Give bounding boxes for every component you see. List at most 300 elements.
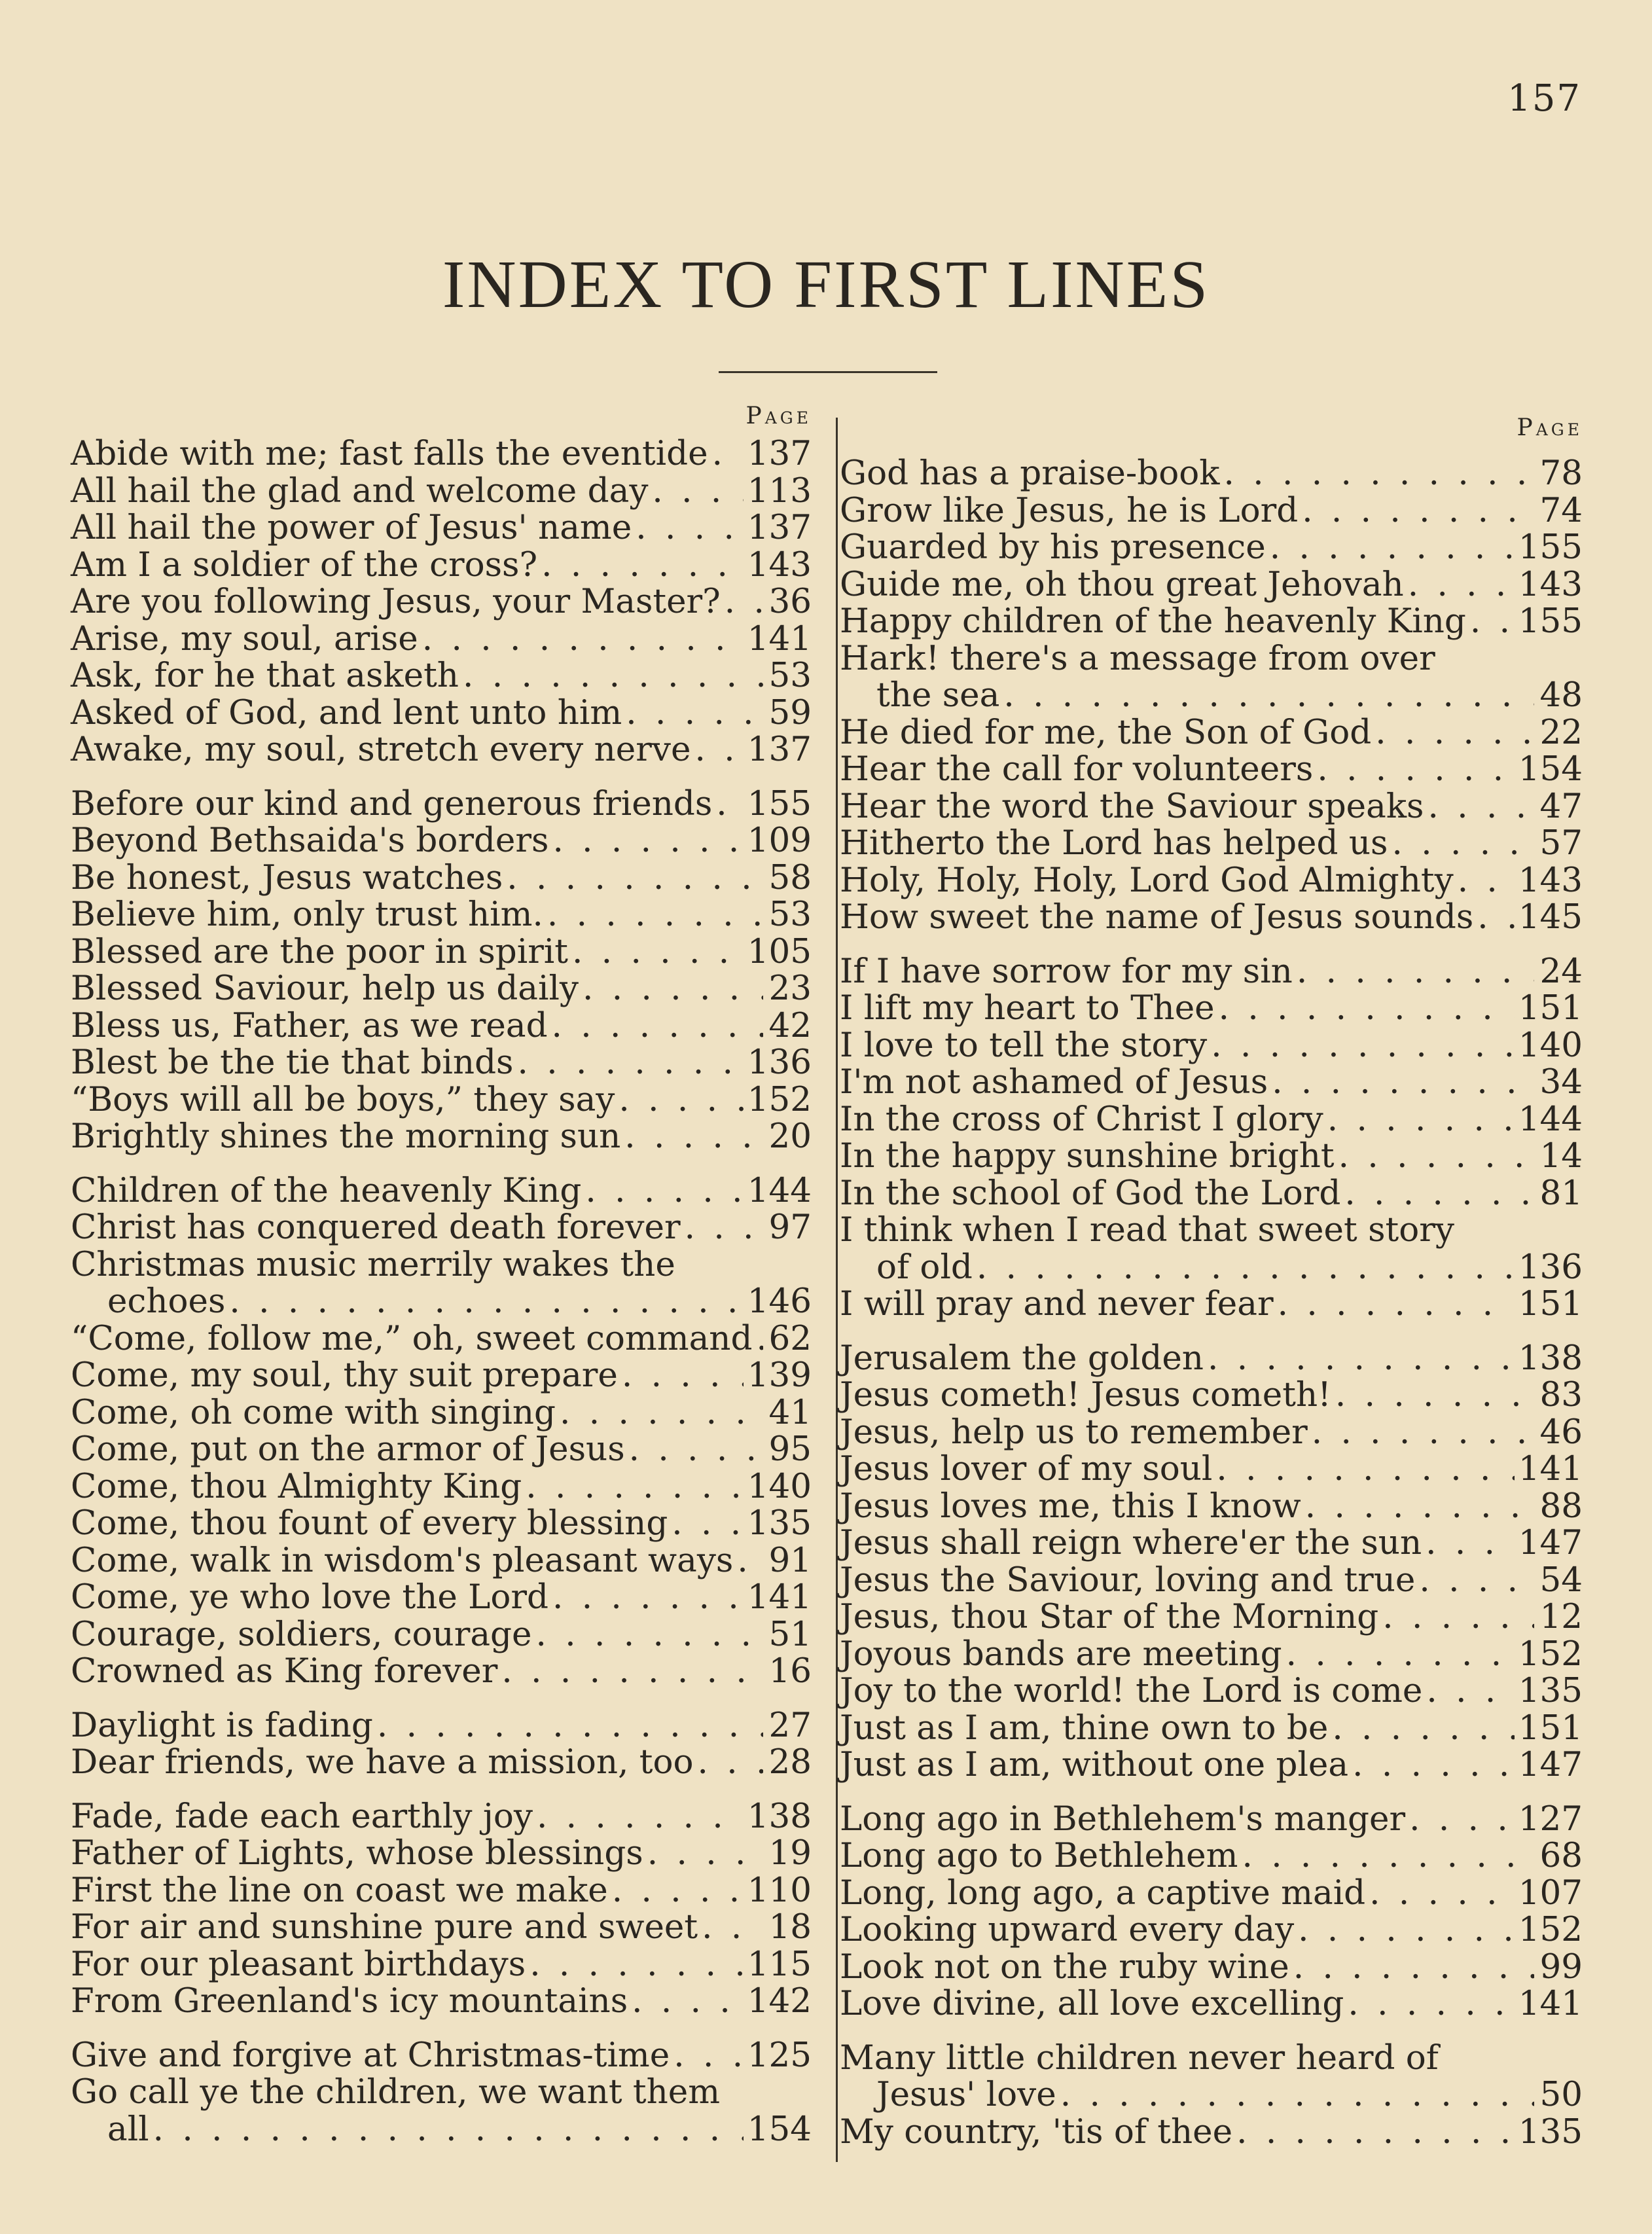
dot-leader (636, 509, 743, 547)
index-entry (71, 1394, 812, 1432)
first-line-text: Come, thou fount of every blessing (71, 1504, 668, 1543)
first-line-text: Long ago in Bethlehem's manger (840, 1799, 1406, 1839)
index-entry (840, 1672, 1583, 1710)
first-line-text: Blest be the tie that binds (71, 1043, 514, 1082)
first-line-text: Blessed Saviour, help us daily (71, 969, 579, 1008)
first-line-text: Guarded by his presence (840, 528, 1266, 567)
page-ref: 143 (1518, 860, 1583, 900)
page-ref: 62 (768, 1318, 812, 1358)
dot-leader (1286, 1636, 1515, 1673)
page-ref: 125 (747, 2035, 812, 2075)
index-entry (71, 1744, 812, 1781)
page-ref: 141 (747, 619, 812, 658)
page-ref: 46 (1539, 1412, 1583, 1452)
dot-leader (1278, 1286, 1515, 1323)
page-ref: 107 (1518, 1873, 1583, 1913)
index-entry (840, 1286, 1583, 1323)
dot-leader (1312, 1414, 1534, 1451)
dot-leader (1216, 1450, 1514, 1488)
index-entry (71, 1468, 812, 1505)
page-ref: 141 (747, 1577, 812, 1617)
first-line-text: Come, put on the armor of Jesus (71, 1430, 625, 1469)
first-line-text: Crowned as King forever (71, 1651, 498, 1691)
page-ref: 143 (747, 545, 812, 585)
first-line-text: How sweet the name of Jesus sounds (840, 897, 1474, 937)
dot-leader (725, 583, 763, 621)
first-line-text: Just as I am, without one plea (840, 1745, 1349, 1784)
dot-leader (585, 1172, 743, 1210)
page-ref: 51 (768, 1614, 812, 1654)
dot-leader (1382, 1598, 1534, 1636)
first-line-text: For air and sunshine pure and sweet (71, 1907, 698, 1947)
page-ref: 34 (1539, 1062, 1583, 1102)
page-ref: 24 (1539, 951, 1583, 991)
dot-leader (1335, 1377, 1534, 1414)
dot-leader (572, 933, 744, 971)
index-entry (71, 1172, 812, 1210)
page-ref: 16 (768, 1651, 812, 1691)
dot-leader (1302, 492, 1534, 530)
page-ref: 143 (1518, 564, 1583, 604)
first-line-text: Christmas music merrily wakes the (71, 1244, 675, 1284)
first-line-continuation (71, 2111, 812, 2148)
dot-leader (626, 694, 763, 732)
column-divider (836, 418, 838, 2162)
dot-leader (229, 1283, 743, 1320)
page-ref: 135 (747, 1504, 812, 1543)
page-column-heading: Page (745, 403, 812, 429)
page-ref: 18 (768, 1907, 812, 1947)
dot-leader (977, 1249, 1515, 1286)
dot-leader (685, 1209, 763, 1246)
index-entry (71, 1946, 812, 1983)
index-entry (71, 970, 812, 1007)
first-line-text: Jesus lover of my soul (840, 1449, 1213, 1488)
index-entry (840, 2040, 1583, 2114)
dot-leader (672, 1505, 743, 1542)
index-entry (71, 621, 812, 658)
page-ref: 127 (1518, 1799, 1583, 1839)
index-entry (840, 1064, 1583, 1101)
first-line-text: Hitherto the Lord has helped us (840, 823, 1388, 863)
page-ref: 81 (1539, 1173, 1583, 1213)
index-entry (71, 1909, 812, 1946)
page-ref: 36 (768, 582, 812, 621)
dot-leader (1272, 1064, 1534, 1101)
page-ref: 113 (747, 471, 812, 511)
first-line-text: Beyond Bethsaida's borders (71, 821, 549, 860)
dot-leader (501, 1653, 763, 1690)
first-line-text: Jesus the Saviour, loving and true (840, 1560, 1416, 1600)
index-entry (71, 473, 812, 510)
dot-leader (552, 1007, 763, 1045)
first-line-text: He died for me, the Son of God (840, 712, 1372, 752)
first-line-text: For our pleasant birthdays (71, 1944, 526, 1984)
index-entry (840, 1875, 1583, 1912)
first-line-text: Long ago to Bethlehem (840, 1836, 1238, 1875)
first-line-text: In the school of God the Lord (840, 1173, 1341, 1213)
index-entry (71, 933, 812, 971)
dot-leader (1369, 1875, 1515, 1912)
index-entry (71, 822, 812, 859)
index-entry (840, 492, 1583, 530)
first-line-continuation (840, 2076, 1583, 2114)
left-column (71, 403, 812, 2148)
index-entry (71, 435, 812, 473)
dot-leader (1375, 714, 1534, 751)
index-entry (71, 1007, 812, 1045)
dot-leader (1477, 899, 1514, 936)
dot-leader (422, 621, 744, 658)
right-entry-list (840, 455, 1583, 2150)
dot-leader (702, 1909, 763, 1946)
page-ref: 14 (1539, 1136, 1583, 1176)
index-entry (840, 953, 1583, 990)
index-entry (840, 1175, 1583, 1212)
first-line-text: “Boys will all be boys,” they say (71, 1079, 615, 1119)
page-ref: 151 (1518, 988, 1583, 1028)
dot-leader (632, 1983, 744, 2020)
index-entry (840, 1949, 1583, 1986)
continuation-text: echoes (107, 1282, 226, 1321)
first-line-text: Christ has conquered death forever (71, 1208, 681, 1247)
page-column-heading: Page (1517, 414, 1583, 441)
index-entry (840, 1598, 1583, 1636)
dot-leader (1338, 1138, 1534, 1175)
index-entry (840, 1212, 1583, 1286)
index-entry (71, 1542, 812, 1579)
first-line-text: Believe him, only trust him. (71, 895, 543, 934)
first-line-text: Blessed are the poor in spirit (71, 931, 568, 971)
page-ref: 151 (1518, 1708, 1583, 1748)
first-line-text: Look not on the ruby wine (840, 1947, 1289, 1987)
first-line-text: Am I a soldier of the cross? (71, 545, 538, 585)
index-entry (71, 1707, 812, 1744)
dot-leader (712, 435, 744, 473)
first-line-text: All hail the glad and welcome day (71, 471, 649, 511)
first-line-text: In the cross of Christ I glory (840, 1099, 1323, 1139)
index-entry (840, 1027, 1583, 1064)
dot-leader (1003, 677, 1534, 714)
page-ref: 140 (1518, 1025, 1583, 1065)
dot-leader (1332, 1710, 1514, 1747)
first-line-text: Daylight is fading (71, 1705, 373, 1745)
page-ref: 144 (1518, 1099, 1583, 1139)
index-entry (840, 455, 1583, 492)
dot-leader (463, 657, 763, 694)
page-ref: 135 (1518, 1671, 1583, 1710)
index-entry (840, 1414, 1583, 1451)
first-line-text: Dear friends, we have a mission, too (71, 1742, 694, 1782)
first-line-text: I'm not ashamed of Jesus (840, 1062, 1268, 1102)
index-entry (71, 583, 812, 621)
dot-leader (1392, 825, 1534, 862)
first-line-text: Awake, my soul, stretch every nerve (71, 730, 691, 769)
dot-leader (1317, 751, 1514, 788)
index-entry (71, 1983, 812, 2020)
first-line-text: I will pray and never fear (840, 1284, 1274, 1324)
page-ref: 144 (747, 1170, 812, 1210)
dot-leader (619, 1081, 743, 1119)
index-entry (71, 1872, 812, 1909)
first-line-text: Come, ye who love the Lord (71, 1577, 548, 1617)
page-ref: 151 (1518, 1284, 1583, 1324)
dot-leader (1208, 1340, 1515, 1377)
first-line-text: Jesus loves me, this I know (840, 1486, 1301, 1526)
first-line-text: Love divine, all love excelling (840, 1984, 1344, 2023)
page-ref: 152 (1518, 1634, 1583, 1674)
dot-leader (647, 1835, 763, 1872)
continuation-text: the sea (876, 676, 1000, 715)
left-entry-list (71, 435, 812, 2148)
first-line-text: Holy, Holy, Holy, Lord God Almighty (840, 860, 1454, 900)
index-entry (840, 1837, 1583, 1875)
first-line-continuation (71, 1283, 812, 1320)
index-entry (840, 1746, 1583, 1784)
index-entry (71, 1616, 812, 1653)
dot-leader (530, 1946, 744, 1983)
index-entry (71, 1579, 812, 1616)
dot-leader (541, 547, 744, 584)
first-line-text: Come, walk in wisdom's pleasant ways (71, 1540, 734, 1580)
dot-leader (624, 1118, 763, 1155)
first-line-text: Guide me, oh thou great Jehovah (840, 564, 1404, 604)
first-line-text: Go call ye the children, we want them (71, 2072, 721, 2112)
page-ref: 137 (747, 434, 812, 473)
dot-leader (1211, 1027, 1514, 1064)
page-ref: 105 (747, 931, 812, 971)
index-entry (71, 1209, 812, 1246)
page-ref: 138 (1518, 1338, 1583, 1378)
page-ref: 141 (1518, 1984, 1583, 2023)
first-line-text: Asked of God, and lent unto him (71, 693, 622, 732)
first-line-text: Hark! there's a message from over (840, 638, 1435, 678)
first-line-continuation (840, 677, 1583, 714)
index-entry (840, 529, 1583, 566)
index-entry (840, 1985, 1583, 2023)
dot-leader (547, 896, 763, 933)
index-entry (840, 788, 1583, 825)
page-ref: 110 (747, 1870, 812, 1910)
first-line-text: Joy to the world! the Lord is come (840, 1671, 1423, 1710)
page-ref: 99 (1539, 1947, 1583, 1987)
index-entry (71, 785, 812, 823)
page-ref: 155 (1518, 602, 1583, 641)
dot-leader (1408, 566, 1515, 604)
index-entry (840, 990, 1583, 1027)
page-ref: 135 (1518, 2112, 1583, 2152)
continuation-text: all (107, 2109, 149, 2149)
dot-leader (507, 859, 763, 897)
index-entry (71, 1653, 812, 1690)
index-entry (71, 2074, 812, 2148)
dot-leader (1419, 1562, 1534, 1599)
page-ref: 136 (1518, 1247, 1583, 1287)
dot-leader (1344, 1175, 1534, 1212)
page-ref: 141 (1518, 1449, 1583, 1488)
index-entry (840, 1636, 1583, 1673)
dot-leader (377, 1707, 763, 1744)
page-ref: 139 (747, 1356, 812, 1395)
dot-leader (1236, 2114, 1515, 2151)
first-line-text: God has a praise-book (840, 454, 1220, 493)
page-ref: 41 (768, 1392, 812, 1432)
index-entry (71, 1044, 812, 1081)
page-ref: 88 (1539, 1486, 1583, 1526)
page-ref: 152 (1518, 1910, 1583, 1949)
first-line-text: From Greenland's icy mountains (71, 1981, 628, 2021)
first-line-text: I love to tell the story (840, 1025, 1208, 1065)
page-ref: 154 (747, 2109, 812, 2149)
dot-leader (1426, 1672, 1514, 1710)
page-ref: 28 (768, 1742, 812, 1782)
dot-leader (694, 731, 743, 768)
dot-leader (612, 1872, 744, 1909)
dot-leader (526, 1468, 743, 1505)
continuation-text: Jesus' love (876, 2075, 1056, 2114)
first-line-text: Jesus, thou Star of the Morning (840, 1597, 1379, 1636)
index-entry (71, 2037, 812, 2074)
page-ref: 154 (1518, 749, 1583, 789)
dot-leader (1428, 788, 1534, 825)
dot-leader (1219, 990, 1515, 1027)
page-ref: 145 (1518, 897, 1583, 937)
dot-leader (629, 1431, 763, 1468)
first-line-text: In the happy sunshine bright (840, 1136, 1335, 1176)
page-ref: 74 (1539, 490, 1583, 530)
first-line-text: Hear the call for volunteers (840, 749, 1314, 789)
first-line-text: Happy children of the heavenly King (840, 602, 1466, 641)
first-line-text: If I have sorrow for my sin (840, 951, 1293, 991)
dot-leader (1060, 2076, 1534, 2114)
dot-leader (622, 1357, 744, 1394)
index-entry (71, 896, 812, 933)
dot-leader (1458, 862, 1515, 899)
page-ref: 136 (747, 1043, 812, 1082)
index-entry (840, 1524, 1583, 1562)
dot-leader (537, 1798, 744, 1835)
first-line-text: Long, long ago, a captive maid (840, 1873, 1366, 1913)
page-ref: 12 (1539, 1597, 1583, 1636)
index-entry (840, 1562, 1583, 1599)
index-entry (840, 1911, 1583, 1949)
first-line-text: First the line on coast we make (71, 1870, 608, 1910)
first-line-text: Father of Lights, whose blessings (71, 1833, 643, 1873)
index-entry (71, 547, 812, 584)
index-entry (71, 657, 812, 694)
page-ref: 138 (747, 1796, 812, 1836)
first-line-text: Arise, my soul, arise (71, 619, 418, 658)
dot-leader (1327, 1101, 1515, 1138)
first-line-text: Looking upward every day (840, 1910, 1295, 1949)
dot-leader (552, 822, 743, 859)
index-entry (71, 1835, 812, 1872)
first-line-text: Brightly shines the morning sun (71, 1117, 621, 1156)
page-ref: 78 (1539, 454, 1583, 493)
dot-leader (1352, 1746, 1515, 1784)
first-line-text: Give and forgive at Christmas-time (71, 2035, 670, 2075)
first-line-text: I lift my heart to Thee (840, 988, 1215, 1028)
index-entry (840, 1138, 1583, 1175)
dot-leader (552, 1579, 744, 1616)
first-line-text: Just as I am, thine own to be (840, 1708, 1329, 1748)
dot-leader (1426, 1524, 1515, 1562)
page-ref: 47 (1539, 786, 1583, 826)
index-entry (840, 640, 1583, 714)
dot-leader (560, 1394, 763, 1432)
dot-leader (583, 970, 763, 1007)
first-line-text: Jerusalem the golden (840, 1338, 1204, 1378)
page-ref: 147 (1518, 1523, 1583, 1562)
page-ref: 58 (768, 857, 812, 897)
dot-leader (1348, 1985, 1514, 2023)
page-ref: 20 (768, 1117, 812, 1156)
page-ref: 155 (1518, 528, 1583, 567)
index-entry (840, 1801, 1583, 1838)
first-line-text: Fade, fade each earthly joy (71, 1796, 533, 1836)
page-ref: 19 (768, 1833, 812, 1873)
dot-leader (1470, 603, 1515, 640)
first-line-text: Be honest, Jesus watches (71, 857, 503, 897)
continuation-text: of old (876, 1247, 973, 1287)
dot-leader (1305, 1488, 1534, 1525)
index-entry (840, 862, 1583, 899)
page-ref: 42 (768, 1005, 812, 1045)
dot-leader (1298, 1911, 1515, 1949)
first-line-text: Ask, for he that asketh (71, 656, 459, 695)
first-line-text: My country, 'tis of thee (840, 2112, 1233, 2152)
page-ref: 152 (747, 1079, 812, 1119)
page-ref: 48 (1539, 676, 1583, 715)
index-entry (71, 1081, 812, 1119)
title-rule (719, 371, 937, 373)
dot-leader (737, 1542, 763, 1579)
index-entry (71, 859, 812, 897)
index-entry (840, 603, 1583, 640)
first-line-text: Jesus cometh! Jesus cometh! (840, 1375, 1331, 1414)
page-ref: 142 (747, 1981, 812, 2021)
page-ref: 91 (768, 1540, 812, 1580)
page-title: INDEX TO FIRST LINES (442, 247, 1210, 322)
dot-leader (517, 1044, 743, 1081)
page-ref: 59 (768, 693, 812, 732)
dot-leader (697, 1744, 763, 1781)
first-line-text: Grow like Jesus, he is Lord (840, 490, 1299, 530)
page-ref: 57 (1539, 823, 1583, 863)
first-line-text: I think when I read that sweet story (840, 1210, 1454, 1250)
first-line-text: Abide with me; fast falls the eventide (71, 434, 708, 473)
first-line-text: Come, oh come with singing (71, 1392, 556, 1432)
page-ref: 83 (1539, 1375, 1583, 1414)
page-ref: 54 (1539, 1560, 1583, 1600)
dot-leader (1293, 1949, 1534, 1986)
index-entry (71, 1798, 812, 1835)
first-line-text: Come, my soul, thy suit prepare (71, 1356, 618, 1395)
dot-leader (1409, 1801, 1515, 1838)
index-entry (840, 1710, 1583, 1747)
dot-leader (1223, 455, 1534, 492)
page-ref: 140 (747, 1466, 812, 1506)
page-ref: 97 (768, 1208, 812, 1247)
first-line-text: Are you following Jesus, your Master? (71, 582, 721, 621)
first-line-text: Joyous bands are meeting (840, 1634, 1282, 1674)
first-line-text: Before our kind and generous friends (71, 784, 713, 823)
index-entry (71, 694, 812, 732)
index-entry (840, 751, 1583, 788)
dot-leader (153, 2111, 744, 2148)
dot-leader (716, 785, 743, 823)
first-line-text: Jesus, help us to remember (840, 1412, 1308, 1452)
